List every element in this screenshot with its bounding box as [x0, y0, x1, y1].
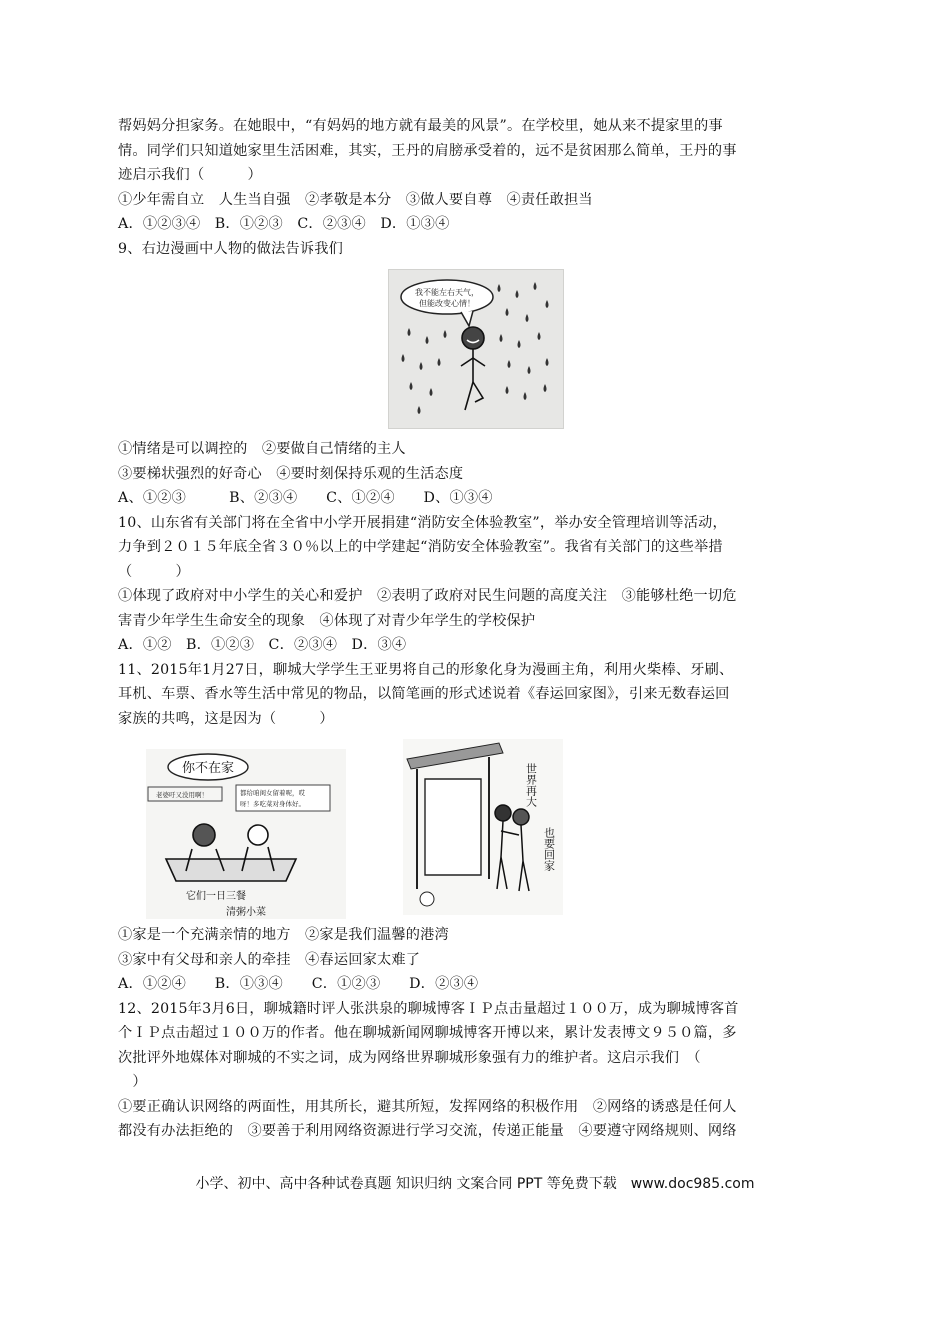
bubble-line-2: 但能改变心情！ [419, 299, 475, 308]
question-9-cartoon [388, 269, 564, 429]
document-body [118, 114, 838, 1144]
text-line: 11、2015年1月27日，聊城大学学生王亚男将自己的形象化身为漫画主角，利用火柴棒、牙刷、 [118, 661, 734, 678]
text-line: 都没有办法拒绝的 ③要善于利用网络资源进行学习交流，传递正能量 ④要遵守网络规则、网络 [118, 1123, 737, 1139]
page-footer: 小学、初中、高中各种试卷真题 知识归纳 文案合同 PPT 等免费下载 www.doc985.com [195, 1176, 755, 1192]
family-at-table-figure [166, 824, 296, 881]
vertical-text-2: 也要回家 [542, 827, 556, 871]
text-line: 迹启示我们（ ） [118, 167, 262, 183]
reunion-figures [495, 805, 529, 891]
text-line: ①情绪是可以调控的 ②要做自己情绪的主人 [118, 441, 406, 457]
text-line: ） [118, 1074, 147, 1090]
text-line: 情。同学们只知道她家里生活困难，其实，王丹的肩膀承受着的，远不是贫困那么简单，王丹的事 [118, 142, 737, 159]
question-11-cartoons [118, 739, 838, 918]
answer-choices: A．①② B．①②③ C．②③④ D．③④ [118, 637, 407, 653]
text-line: ③要梯状强烈的好奇心 ④要时刻保持乐观的生活态度 [118, 465, 464, 482]
cartoon-note-right-1: 都给咱闺女留着呢，哎 [240, 789, 305, 797]
cartoon-note-left: 老婆吁又没用啊！ [156, 791, 208, 799]
rain-cartoon-illustration [389, 270, 563, 428]
vertical-text-1: 世界再大 [524, 763, 538, 807]
cartoon-title: 你不在家 [181, 761, 235, 776]
text-line: 次批评外地媒体对聊城的不实之词，成为网络世界聊城形象强有力的维护者。这启示我们 （ [118, 1049, 701, 1066]
text-line: 害青少年学生生命安全的现象 ④体现了对青少年学生的学校保护 [118, 612, 536, 629]
text-line: 帮妈妈分担家务。在她眼中，“有妈妈的地方就有最美的风景”。在学校里，她从来不提家里的事 [118, 118, 723, 134]
question-9-stem: 9、右边漫画中人物的做法告诉我们 [118, 240, 344, 257]
text-line: 个ＩＰ点击超过１００万的作者。他在聊城新闻网聊城博客开博以来，累计发表博文９５０篇，多 [118, 1025, 737, 1041]
text-line: 耳机、车票、香水等生活中常见的物品，以简笔画的形式述说着《春运回家图》，引来无数春运回 [118, 686, 730, 702]
cartoon-note-right-2: 呀！多吃菜对身体好。 [240, 800, 305, 808]
text-line: 12、2015年3月6日，聊城籍时评人张洪泉的聊城博客ＩＰ点击量超过１００万，成为聊城博客首 [118, 1000, 739, 1017]
cartoon-come-home [403, 739, 563, 915]
cartoon-you-not-home [146, 749, 346, 919]
answer-choices: A、①②③ B、②③④ C、①②④ D、①③④ [118, 490, 493, 506]
text-line: ③家中有父母和亲人的牵挂 ④春运回家太难了 [118, 951, 421, 968]
answer-choices: A．①②④ B．①③④ C．①②③ D．②③④ [118, 976, 479, 992]
answer-choices: A．①②③④ B．①②③ C．②③④ D．①③④ [118, 216, 450, 232]
cartoon-caption-1: 它们一日三餐 [186, 891, 246, 902]
text-line: 10、山东省有关部门将在全省中小学开展捐建“消防安全体验教室”，举办安全管理培训等活动， [118, 514, 727, 531]
text-line: ①少年需自立 人生当自强 ②孝敬是本分 ③做人要自尊 ④责任敢担当 [118, 191, 593, 208]
text-line: ①要正确认识网络的两面性，用其所长，避其所短，发挥网络的积极作用 ②网络的诱惑是任何人 [118, 1098, 737, 1115]
text-line: ①家是一个充满亲情的地方 ②家是我们温馨的港湾 [118, 927, 449, 943]
smiling-person-figure [461, 327, 485, 410]
text-line: 家族的共鸣，这是因为（ ） [118, 710, 334, 727]
text-line: ①体现了政府对中小学生的关心和爱护 ②表明了政府对民生问题的高度关注 ③能够杜绝一切危 [118, 588, 737, 604]
bubble-line-1: 我不能左右天气， [415, 288, 479, 297]
cartoon-caption-2: 清粥小菜 [226, 907, 266, 918]
text-line: 力争到２０１５年底全省３０％以上的中学建起“消防安全体验教室”。我省有关部门的这些举措 [118, 539, 723, 555]
text-line: （ ） [118, 563, 190, 580]
